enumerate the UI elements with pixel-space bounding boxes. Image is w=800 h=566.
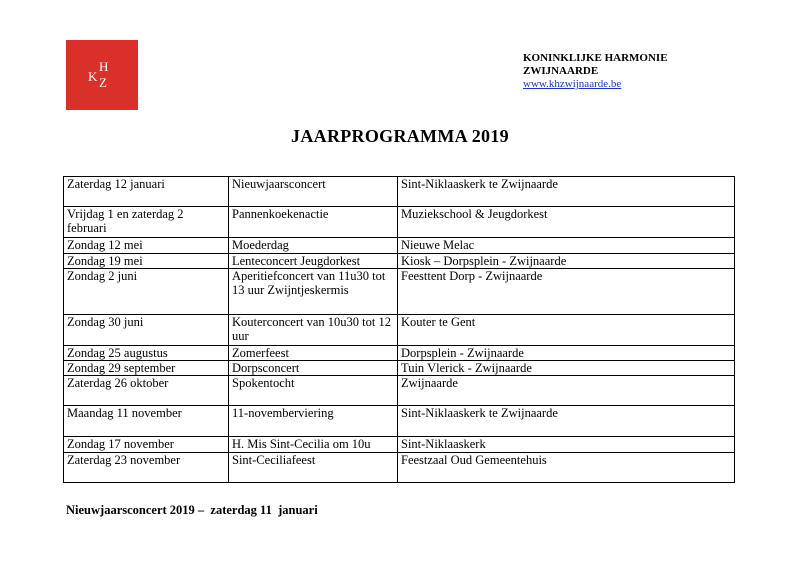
location-cell: Tuin Vlerick - Zwijnaarde: [398, 361, 735, 376]
location-cell: Kiosk – Dorpsplein - Zwijnaarde: [398, 254, 735, 269]
event-cell: 11-novemberviering: [229, 406, 398, 437]
location-cell: Kouter te Gent: [398, 315, 735, 346]
table-row: [64, 254, 735, 269]
event-cell: Zomerfeest: [229, 346, 398, 361]
date-cell: Maandag 11 november: [64, 406, 229, 437]
organisation-header: [523, 52, 668, 91]
event-cell: Lenteconcert Jeugdorkest: [229, 254, 398, 269]
location-cell: Zwijnaarde: [398, 376, 735, 406]
location-cell: Sint-Niklaaskerk te Zwijnaarde: [398, 406, 735, 437]
logo-letter-h: H: [99, 59, 109, 74]
date-cell: Vrijdag 1 en zaterdag 2 februari: [64, 207, 229, 238]
khz-logo: [66, 40, 138, 110]
website-link[interactable]: www.khzwijnaarde.be: [523, 78, 622, 90]
event-cell: Sint-Ceciliafeest: [229, 453, 398, 483]
date-cell: Zondag 29 september: [64, 361, 229, 376]
organisation-name-line2: ZWIJNAARDE: [523, 65, 599, 77]
event-cell: Pannenkoekenactie: [229, 207, 398, 238]
date-cell: Zondag 2 juni: [64, 269, 229, 315]
logo-letter-z: Z: [99, 75, 107, 90]
event-cell: Kouterconcert van 10u30 tot 12 uur: [229, 315, 398, 346]
table-row: [64, 269, 735, 315]
event-cell: Nieuwjaarsconcert: [229, 177, 398, 207]
location-cell: Sint-Niklaaskerk te Zwijnaarde: [398, 177, 735, 207]
table-row: [64, 207, 735, 238]
date-cell: Zondag 30 juni: [64, 315, 229, 346]
date-cell: Zondag 19 mei: [64, 254, 229, 269]
table-row: [64, 376, 735, 406]
location-cell: Sint-Niklaaskerk: [398, 437, 735, 453]
location-cell: Muziekschool & Jeugdorkest: [398, 207, 735, 238]
date-cell: Zaterdag 26 oktober: [64, 376, 229, 406]
location-cell: Feesttent Dorp - Zwijnaarde: [398, 269, 735, 315]
event-cell: Spokentocht: [229, 376, 398, 406]
table-row: [64, 406, 735, 437]
table-row: [64, 346, 735, 361]
table-row: [64, 453, 735, 483]
location-cell: Feestzaal Oud Gemeentehuis: [398, 453, 735, 483]
date-cell: Zondag 25 augustus: [64, 346, 229, 361]
date-cell: Zondag 17 november: [64, 437, 229, 453]
organisation-name-line1: KONINKLIJKE HARMONIE: [523, 52, 668, 64]
location-cell: Nieuwe Melac: [398, 238, 735, 254]
footer-note: Nieuwjaarsconcert 2019 – zaterdag 11 januari: [66, 503, 318, 517]
location-cell: Dorpsplein - Zwijnaarde: [398, 346, 735, 361]
date-cell: Zaterdag 23 november: [64, 453, 229, 483]
schedule-table: [63, 176, 735, 483]
event-cell: H. Mis Sint-Cecilia om 10u: [229, 437, 398, 453]
table-row: [64, 315, 735, 346]
table-row: [64, 361, 735, 376]
logo-letter-k: K: [88, 69, 98, 84]
date-cell: Zaterdag 12 januari: [64, 177, 229, 207]
date-cell: Zondag 12 mei: [64, 238, 229, 254]
table-row: [64, 238, 735, 254]
event-cell: Dorpsconcert: [229, 361, 398, 376]
page-title: JAARPROGRAMMA 2019: [291, 126, 509, 146]
table-row: [64, 437, 735, 453]
table-row: [64, 177, 735, 207]
event-cell: Aperitiefconcert van 11u30 tot 13 uur Zwijntjeskermis: [229, 269, 398, 315]
event-cell: Moederdag: [229, 238, 398, 254]
